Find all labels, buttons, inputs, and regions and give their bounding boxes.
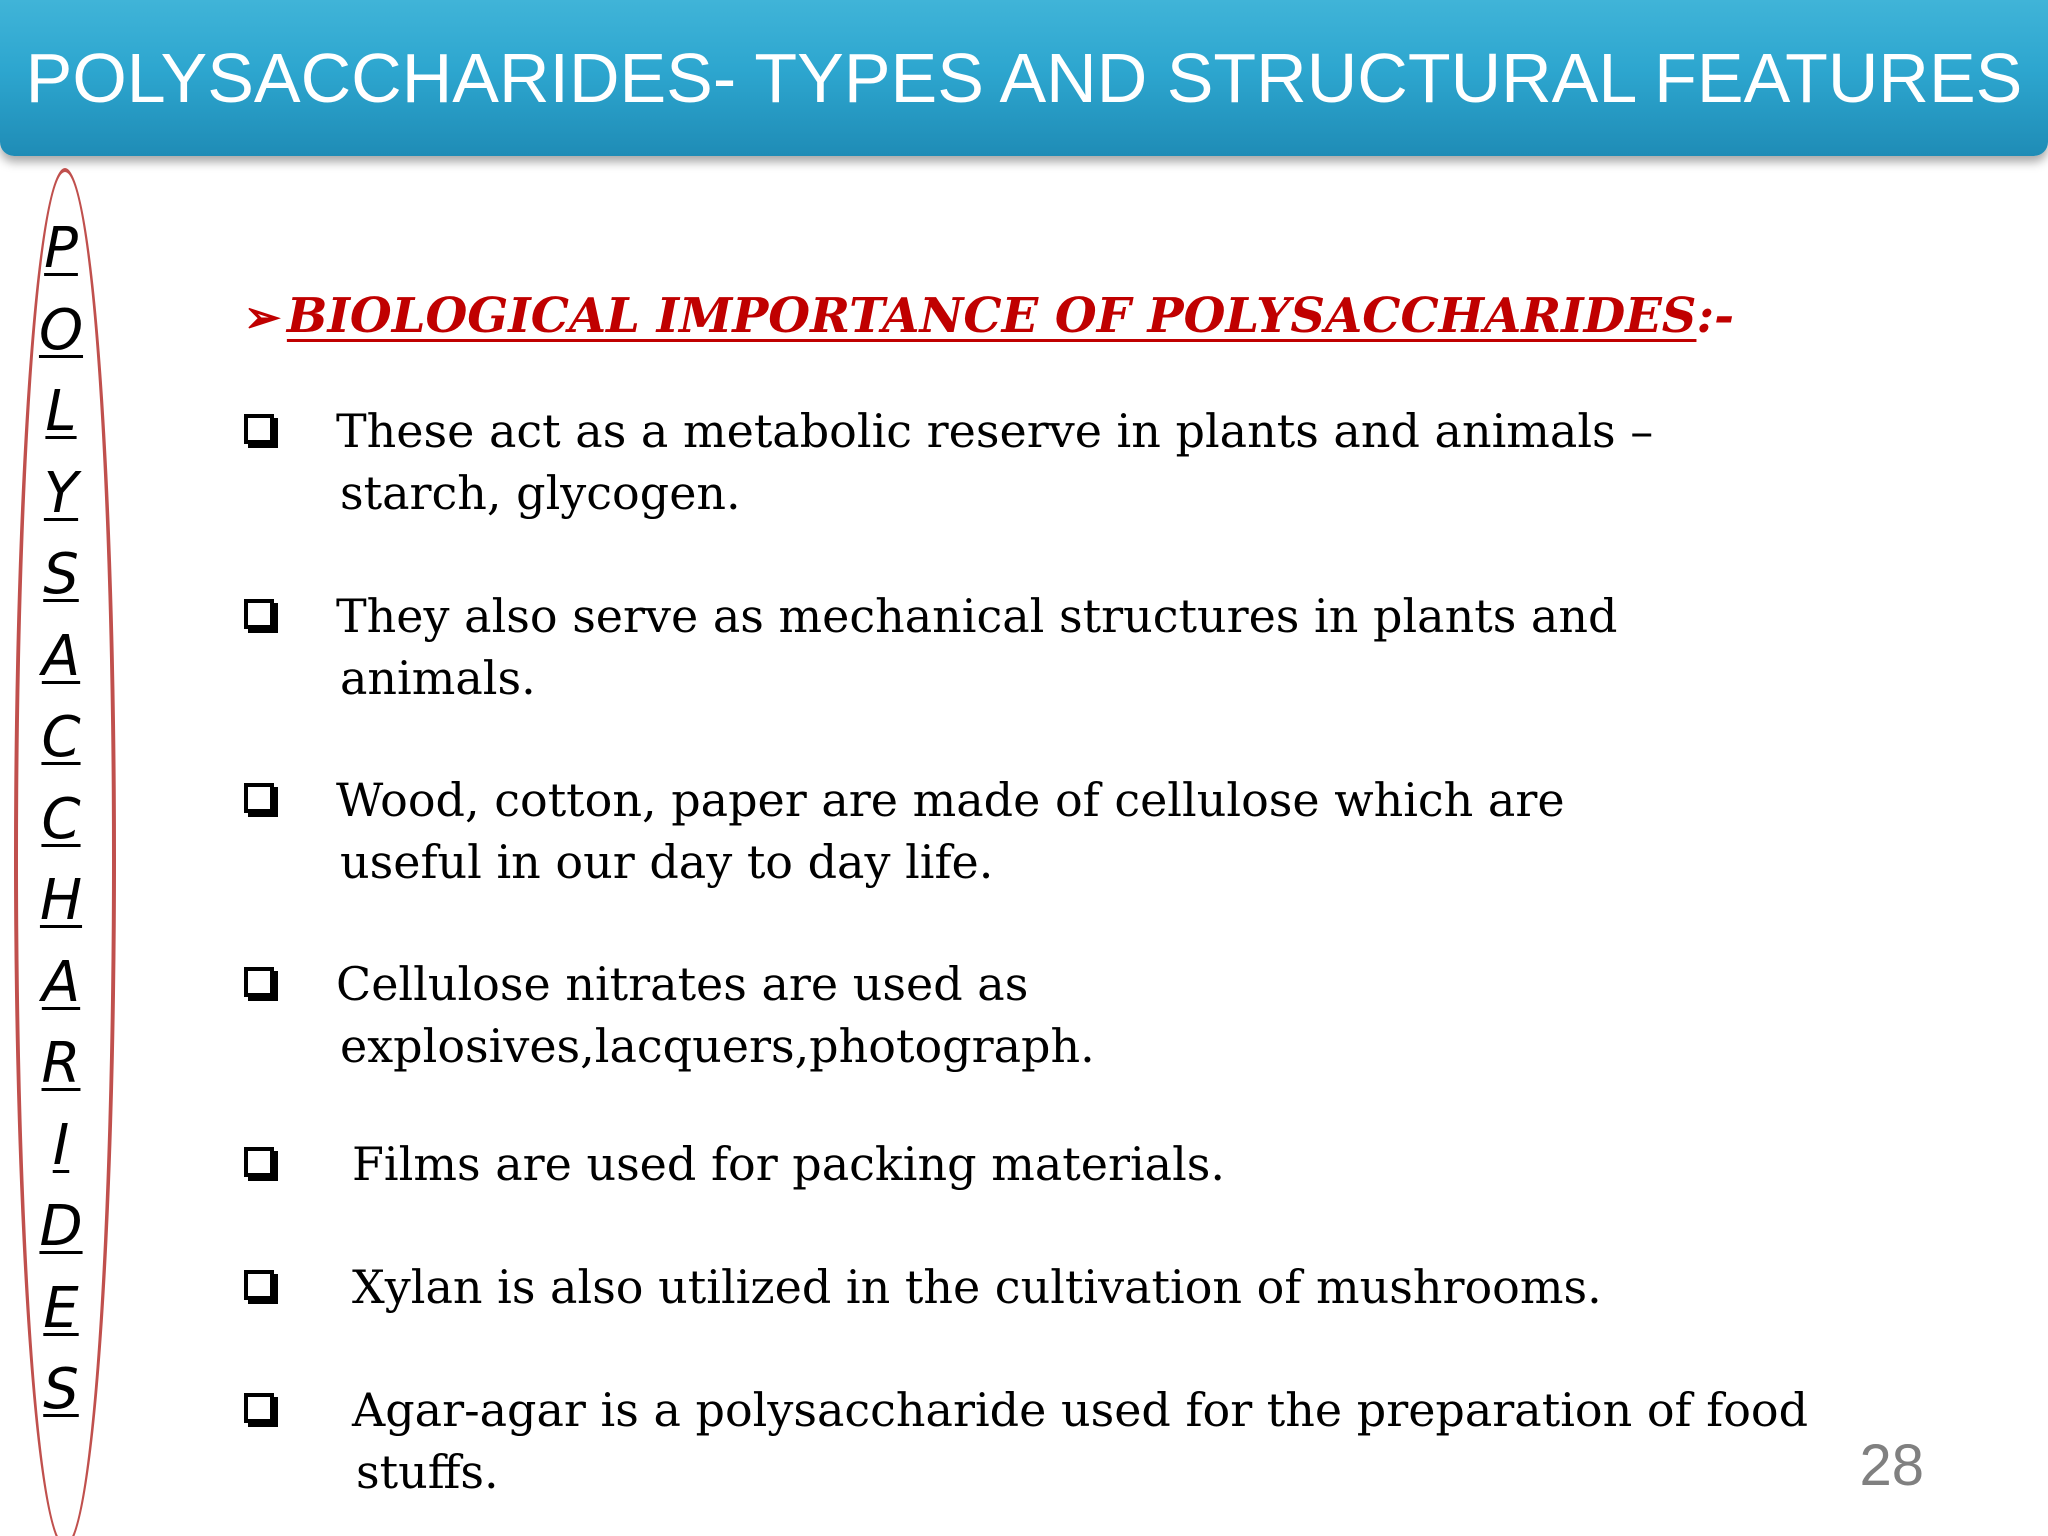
sidebar-letter: S — [43, 1357, 79, 1422]
list-item-text — [336, 953, 1095, 1077]
checkbox-bullet-icon — [244, 1147, 274, 1177]
sidebar-letter: D — [39, 1194, 83, 1259]
list-item-text — [336, 585, 1617, 709]
list-item-text — [352, 1133, 1225, 1195]
title-bar — [0, 0, 2048, 156]
sidebar-letter: R — [41, 1031, 81, 1096]
sidebar-vertical-word — [26, 208, 96, 1431]
checkbox-bullet-icon — [244, 414, 274, 444]
list-item-text — [336, 400, 1653, 524]
checkbox-bullet-icon — [244, 599, 274, 629]
list-item-line: useful in our day to day life. — [340, 835, 994, 889]
sidebar-letter: H — [39, 868, 83, 933]
list-item-line: Wood, cotton, paper are made of cellulose which are — [336, 773, 1565, 827]
heading-text: BIOLOGICAL IMPORTANCE OF POLYSACCHARIDES — [286, 288, 1697, 344]
slide-title: POLYSACCHARIDES- TYPES AND STRUCTURAL FEATURES — [25, 39, 2023, 117]
list-item-line: Xylan is also utilized in the cultivation of mushrooms. — [352, 1260, 1602, 1314]
list-item-line: Cellulose nitrates are used as — [336, 957, 1029, 1011]
list-item-line: Films are used for packing materials. — [352, 1137, 1226, 1191]
sidebar-letter: S — [43, 542, 79, 607]
arrow-bullet-icon: ➢ — [244, 292, 281, 343]
checkbox-bullet-icon — [244, 967, 274, 997]
list-item-line: These act as a metabolic reserve in plants and animals – — [336, 404, 1654, 458]
sidebar-letter: A — [41, 623, 81, 689]
list-item-line: animals. — [340, 651, 536, 705]
list-item-line: Agar-agar is a polysaccharide used for the preparation of food — [352, 1383, 1809, 1437]
list-item-text — [336, 769, 1565, 893]
sidebar-letter: E — [43, 1275, 79, 1341]
sidebar-letter: P — [44, 216, 78, 281]
list-item-line: stuffs. — [356, 1445, 499, 1499]
heading-suffix: :- — [1696, 288, 1735, 344]
list-item-text — [352, 1256, 1602, 1318]
list-item-text — [352, 1379, 1808, 1503]
checkbox-bullet-icon — [244, 1270, 274, 1300]
checkbox-bullet-icon — [244, 1393, 274, 1423]
checkbox-bullet-icon — [244, 783, 274, 813]
sidebar-letter: Y — [43, 460, 79, 526]
sidebar-letter: C — [41, 705, 81, 770]
list-item-line: explosives,lacquers,photograph. — [340, 1019, 1095, 1073]
page-number: 28 — [1859, 1433, 1924, 1498]
section-heading — [244, 288, 1734, 344]
list-item-line: starch, glycogen. — [340, 466, 741, 520]
sidebar-letter: L — [45, 379, 77, 444]
sidebar-letter: C — [41, 786, 81, 852]
list-item-line: They also serve as mechanical structures in plants and — [336, 589, 1618, 643]
sidebar-letter: O — [38, 297, 84, 363]
sidebar-letter: A — [41, 949, 81, 1015]
sidebar-letter: I — [52, 1112, 70, 1178]
